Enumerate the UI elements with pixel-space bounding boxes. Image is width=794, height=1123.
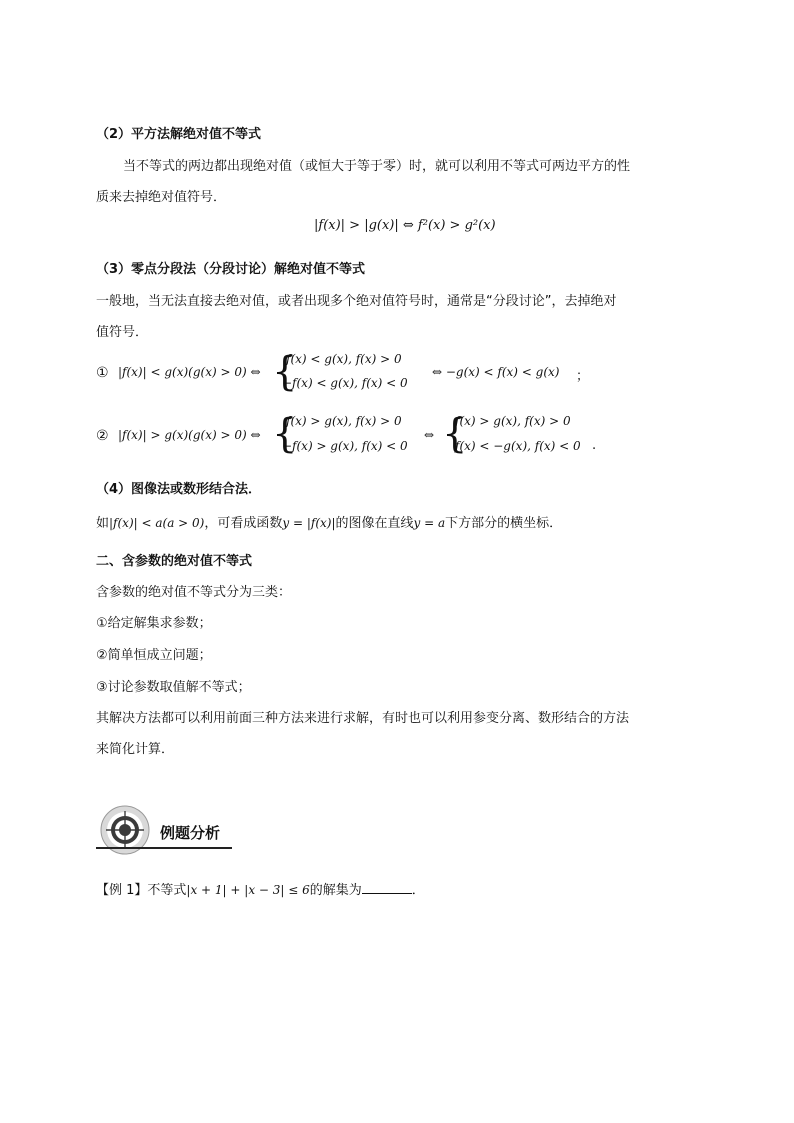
example-question	[96, 879, 425, 898]
paragraph-line: 当不等式的两边都出现绝对值（或恒大于等于零）时，就可以利用不等式可两边平方的性	[123, 159, 631, 174]
punctuation: ；	[576, 369, 590, 384]
text: ，可看成函数	[204, 516, 283, 531]
paragraph-line: 含参数的绝对值不等式分为三类：	[96, 585, 292, 600]
item-marker: ②	[96, 428, 109, 444]
formula: |f(x)| > |g(x)| ⇔ f²(x) > g²(x)	[314, 218, 496, 233]
text: 的解集为	[309, 883, 362, 898]
formula-lhs: |f(x)| < g(x)(g(x) > 0) ⇔	[118, 365, 261, 379]
punctuation: ．	[411, 883, 425, 898]
inline-math: y = |f(x)|	[282, 516, 336, 530]
formula-case: f(x) < −g(x), f(x) < 0	[455, 439, 581, 453]
formula-case: −f(x) < g(x), f(x) < 0	[282, 376, 408, 390]
text: 的图像在直线	[335, 516, 414, 531]
paragraph-line: 质来去掉绝对值符号．	[96, 190, 227, 205]
formula-case: −f(x) > g(x), f(x) < 0	[282, 439, 408, 453]
item-marker: ①	[96, 365, 109, 381]
section-heading: （4）图像法或数形结合法．	[96, 482, 262, 497]
inline-math: |f(x)| < a(a > 0)	[109, 516, 205, 530]
paragraph-line: 一般地，当无法直接去绝对值，或者出现多个绝对值符号时，通常是“分段讨论”，去掉绝对	[96, 294, 617, 309]
punctuation: .	[592, 438, 597, 453]
section-heading: （2）平方法解绝对值不等式	[96, 127, 262, 142]
formula-rhs: ⇔ −g(x) < f(x) < g(x)	[432, 365, 560, 379]
formula-case: f(x) < g(x), f(x) > 0	[286, 352, 402, 366]
list-item: ②简单恒成立问题；	[96, 648, 212, 663]
example-label: 【例 1】	[96, 883, 148, 898]
paragraph-line	[96, 512, 562, 531]
formula-case: f(x) > g(x), f(x) > 0	[455, 414, 571, 428]
part-heading: 二、含参数的绝对值不等式	[96, 554, 253, 569]
paragraph-line: 值符号．	[96, 325, 149, 340]
answer-blank	[362, 881, 412, 894]
formula-case: f(x) > g(x), f(x) > 0	[286, 414, 402, 428]
brace-symbol: {	[272, 349, 298, 395]
text: 如	[96, 516, 110, 531]
inline-math: |x + 1| + |x − 3| ≤ 6	[186, 883, 310, 897]
list-item: ③讨论参数取值解不等式；	[96, 680, 251, 695]
text: 不等式	[147, 883, 187, 898]
inline-math: y = a	[413, 516, 446, 530]
formula-lhs: |f(x)| > g(x)(g(x) > 0) ⇔	[118, 428, 261, 442]
brace-symbol: {	[272, 411, 298, 457]
list-item: ①给定解集求参数；	[96, 616, 212, 631]
formula-equiv: ⇔	[424, 428, 435, 442]
paragraph-line: 其解决方法都可以利用前面三种方法来进行求解，有时也可以利用参变分离、数形结合的方法	[96, 711, 630, 726]
brace-symbol: {	[442, 411, 468, 457]
divider	[96, 847, 232, 849]
section-title: 例题分析	[160, 824, 221, 842]
paragraph-line: 来简化计算．	[96, 742, 175, 757]
section-heading: （3）零点分段法（分段讨论）解绝对值不等式	[96, 262, 366, 277]
text: 下方部分的横坐标．	[445, 516, 563, 531]
